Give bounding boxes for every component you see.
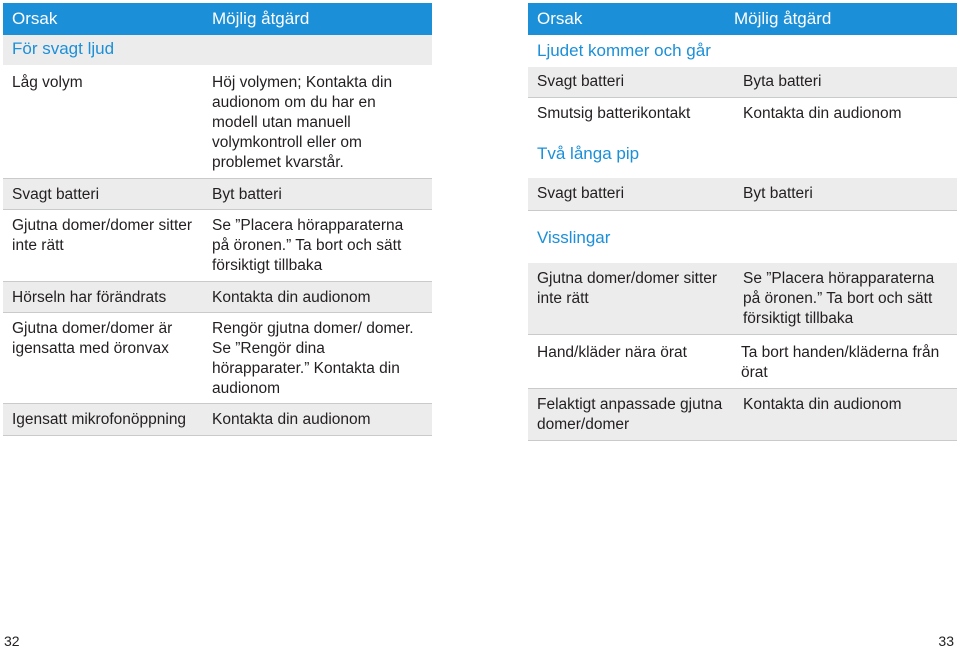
table-header xyxy=(3,3,432,35)
row-cause: Gjutna domer/domer sitter inte rätt xyxy=(528,263,734,335)
row-action: Byt batteri xyxy=(734,178,957,211)
row-cause: Gjutna domer/domer är igensatta med öronvax xyxy=(3,313,212,404)
right-troubleshooting-table xyxy=(528,3,957,441)
row-cause: Svagt batteri xyxy=(528,178,734,211)
table-row xyxy=(3,404,432,436)
row-action: Se ”Placera hörapparaterna på öronen.” Ta bort och sätt försiktigt tillbaka xyxy=(734,263,957,335)
table-row xyxy=(3,313,432,404)
row-cause: Svagt batteri xyxy=(528,67,734,98)
table-row xyxy=(3,282,432,313)
row-cause: Felaktigt anpassade gjutna domer/domer xyxy=(528,389,734,441)
section-title-weak-sound: För svagt ljud xyxy=(3,35,432,65)
section-row xyxy=(528,211,957,264)
page-number-right: 33 xyxy=(938,633,954,649)
row-cause: Hörseln har förändrats xyxy=(3,282,212,313)
table-row xyxy=(528,263,957,335)
row-action: Se ”Placera hörapparaterna på öronen.” Ta bort och sätt försiktigt tillbaka xyxy=(212,210,432,282)
table-row xyxy=(528,389,957,441)
row-action: Kontakta din audionom xyxy=(212,404,432,436)
header-cause: Orsak xyxy=(3,3,212,35)
section-row xyxy=(528,35,957,67)
table-row xyxy=(3,179,432,210)
row-action: Rengör gjutna domer/ domer. Se ”Rengör dina hörapparater.” Kontakta din audionom xyxy=(212,313,432,404)
row-cause: Gjutna domer/domer sitter inte rätt xyxy=(3,210,212,282)
header-cause: Orsak xyxy=(528,3,734,35)
table-row xyxy=(3,210,432,282)
section-title-two-beeps: Två långa pip xyxy=(537,144,640,163)
row-action: Byt batteri xyxy=(212,179,432,210)
row-action: Kontakta din audionom xyxy=(212,282,432,313)
table-row xyxy=(528,178,957,211)
header-action: Möjlig åtgärd xyxy=(734,3,957,35)
row-cause: Svagt batteri xyxy=(3,179,212,210)
row-cause: Smutsig batterikontakt xyxy=(537,105,691,122)
table-row xyxy=(528,335,957,389)
table-row xyxy=(3,65,432,179)
row-action: Kontakta din audionom xyxy=(734,389,957,441)
section-row xyxy=(3,35,432,65)
row-action: Ta bort handen/kläderna från örat xyxy=(734,335,957,389)
row-cause: Låg volym xyxy=(3,65,212,179)
row-cause: Hand/kläder nära örat xyxy=(528,335,734,389)
page-number-left: 32 xyxy=(4,633,20,649)
row-cause-with-section xyxy=(528,98,734,179)
table-header xyxy=(528,3,957,35)
section-title-whistling: Visslingar xyxy=(537,228,611,247)
merged-row xyxy=(528,98,957,179)
row-action: Kontakta din audionom xyxy=(743,105,902,122)
section-title-intermittent: Ljudet kommer och går xyxy=(537,41,711,60)
row-action: Höj volymen; Kontakta din audionom om du har en modell utan manuell volymkontroll eller om problemet kvarstår. xyxy=(212,65,432,179)
table-row xyxy=(528,67,957,98)
row-cause: Igensatt mikrofonöppning xyxy=(3,404,212,436)
row-action: Byta batteri xyxy=(734,67,957,98)
left-troubleshooting-table xyxy=(3,3,432,436)
header-action: Möjlig åtgärd xyxy=(212,3,432,35)
